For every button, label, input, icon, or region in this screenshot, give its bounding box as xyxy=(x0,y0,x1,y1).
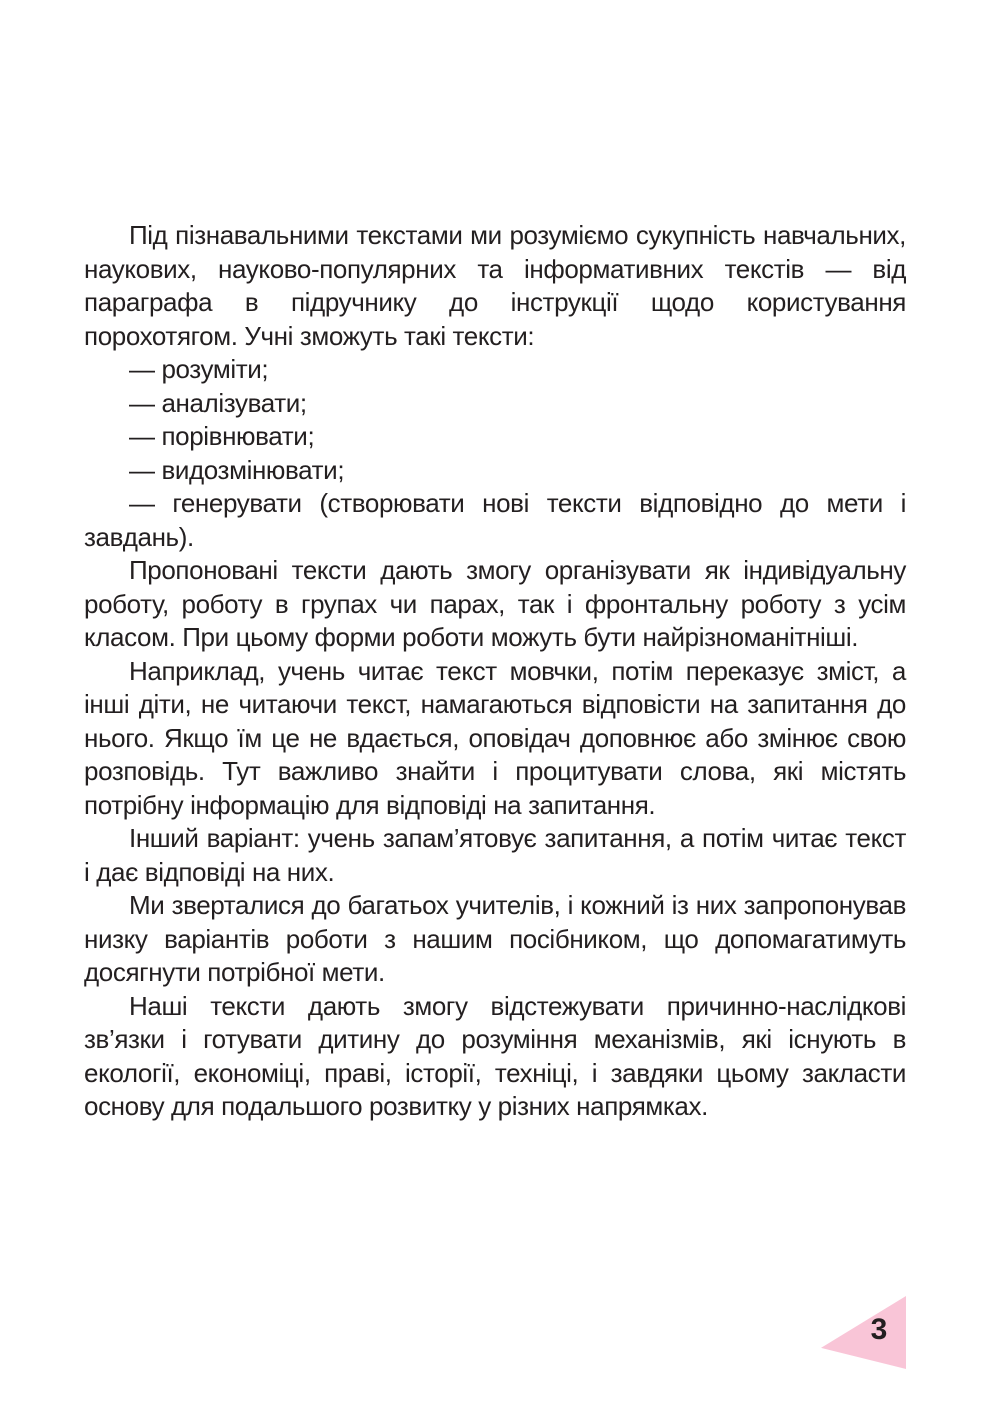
paragraph: Наші тексти дають змогу відстежувати причинно-наслідкові зв’язки і готувати дитину до розуміння механізмів, які існують в екології, економіці, праві, історії, техніці, і завдяки цьому закласти основу для подальшого розвитку у різних напрямках. xyxy=(84,990,906,1121)
paragraph: Наприклад, учень читає текст мовчки, потім переказує зміст, а інші діти, не читаючи текст, намагаються відповісти на запитання до нього. Якщо їм це не вдається, оповідач доповнює або змінює свою розповідь. Тут важливо знайти і процитувати слова, які містять потрібну інформацію для відповіді на запитання. xyxy=(84,655,906,820)
paragraph: Інший варіант: учень запам’ятовує запитання, а потім читає текст і дає відповіді на них. xyxy=(84,823,906,887)
paragraph: Ми зверталися до багатьох учителів, і кожний із них запропонував низку варіантів роботи з нашим посібником, що допомагатимуть досягнути потрібної мети. xyxy=(84,890,906,987)
body-text xyxy=(84,219,906,1124)
page-number: 3 xyxy=(870,1313,888,1346)
list-item: — розуміти; xyxy=(129,354,269,384)
list-item: — видозмінювати; xyxy=(129,454,345,485)
list-item: — порівнювати; xyxy=(129,421,315,451)
list-item: — аналізувати; xyxy=(129,387,307,418)
paragraph: Пропоновані тексти дають змогу організувати як індивідуальну роботу, роботу в групах чи парах, так і фронтальну роботу з усім класом. При цьому форми роботи можуть бути найрізноманітніші. xyxy=(84,555,906,652)
page-number-corner xyxy=(821,1296,906,1369)
paragraph: Під пізнавальними текстами ми розуміємо сукупність навчальних, наукових, науково-популярних та інформативних текстів — від параграфа в підручнику до інструкції щодо користування порохотягом. Учні зможуть такі тексти: xyxy=(84,220,906,351)
list-item: — генерувати (створювати нові тексти відповідно до мети і завдань). xyxy=(84,488,906,552)
